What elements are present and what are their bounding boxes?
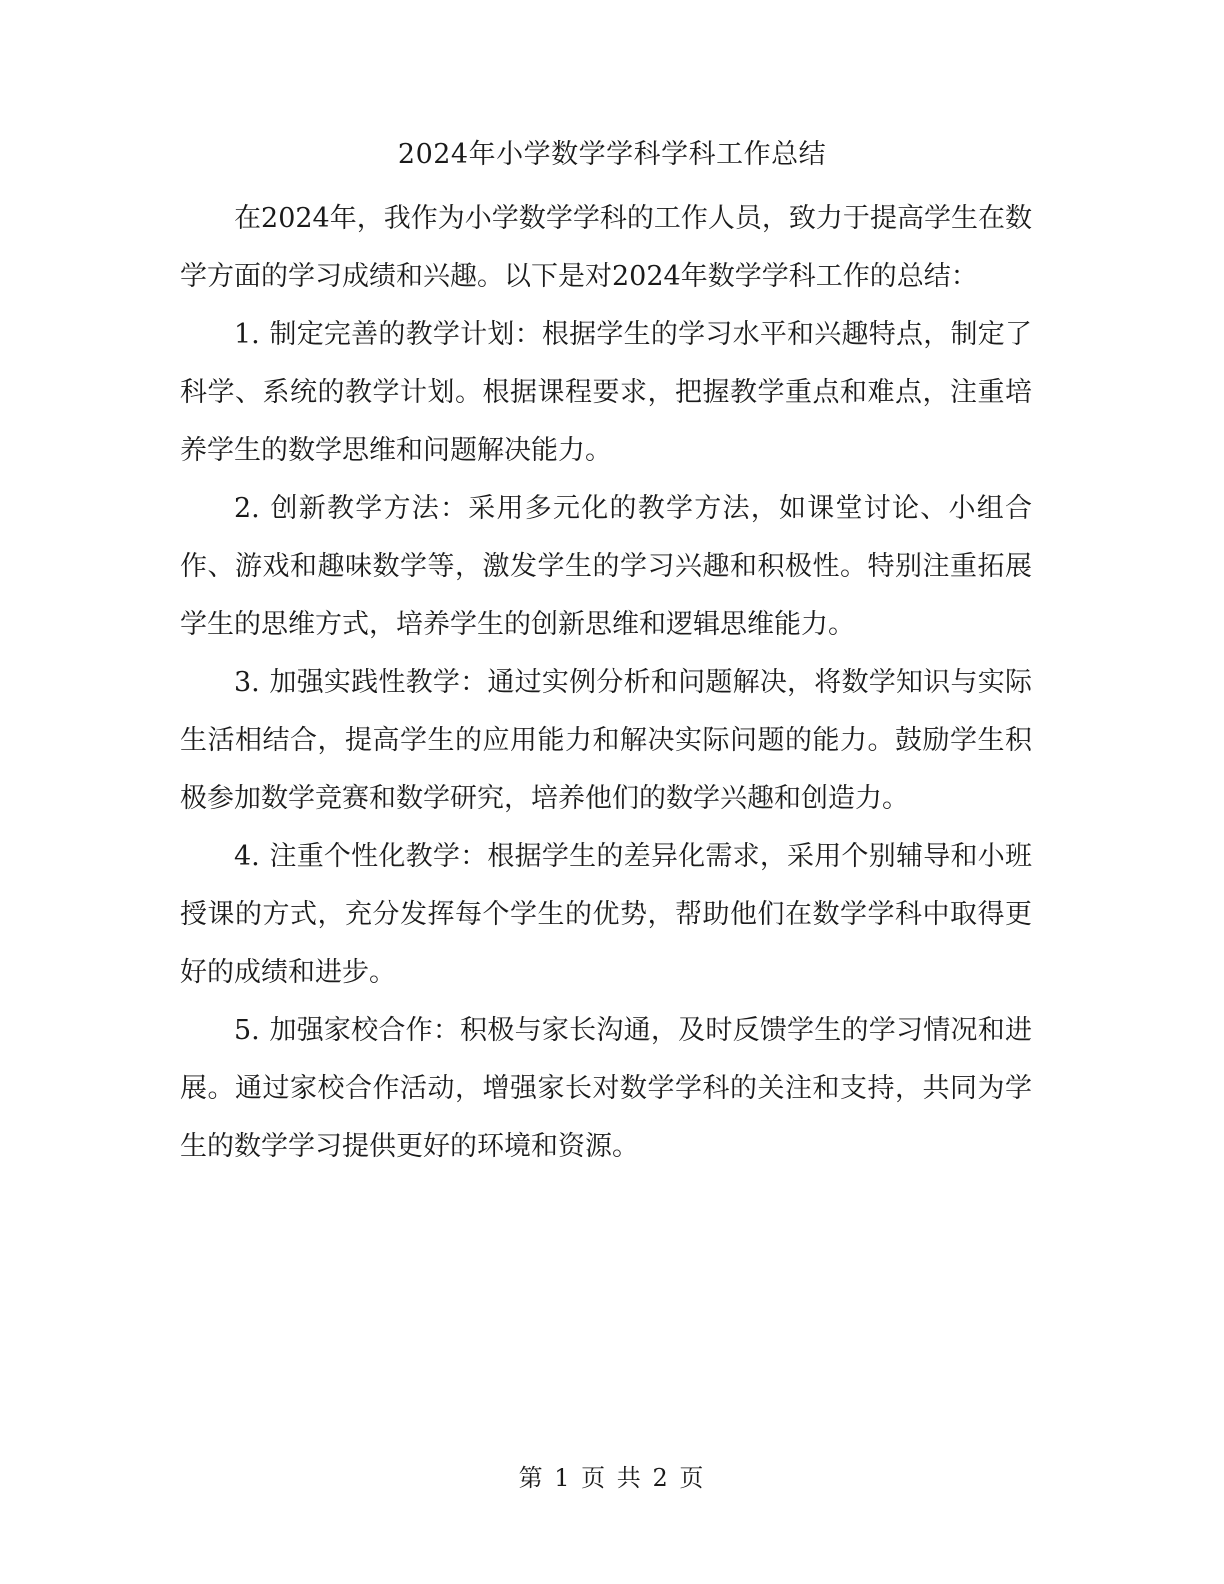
list-item: [180, 480, 1032, 654]
item-number: 4.: [234, 841, 260, 872]
item-text: 制定完善的教学计划：根据学生的学习水平和兴趣特点，制定了科学、系统的教学计划。根据课程要求，把握教学重点和难点，注重培养学生的数学思维和问题解决能力。: [180, 319, 1032, 466]
item-text: 加强实践性教学：通过实例分析和问题解决，将数学知识与实际生活相结合，提高学生的应用能力和解决实际问题的能力。鼓励学生积极参加数学竞赛和数学研究，培养他们的数学兴趣和创造力。: [180, 667, 1032, 814]
document-title: 2024年小学数学学科学科工作总结: [397, 139, 827, 170]
item-number: 2.: [234, 493, 260, 524]
intro-paragraph: 在2024年，我作为小学数学学科的工作人员，致力于提高学生在数学方面的学习成绩和兴趣。以下是对2024年数学学科工作的总结：: [180, 203, 1032, 292]
item-number: 5.: [234, 1015, 260, 1046]
list-item: [180, 306, 1032, 480]
item-number: 1.: [234, 319, 260, 350]
page-number-footer: 第 1 页 共 2 页: [518, 1464, 706, 1492]
document-body: [180, 190, 1032, 1176]
item-text: 创新教学方法：采用多元化的教学方法，如课堂讨论、小组合作、游戏和趣味数学等，激发学生的学习兴趣和积极性。特别注重拓展学生的思维方式，培养学生的创新思维和逻辑思维能力。: [180, 493, 1032, 640]
item-number: 3.: [234, 667, 260, 698]
list-item: [180, 828, 1032, 1002]
item-text: 注重个性化教学：根据学生的差异化需求，采用个别辅导和小班授课的方式，充分发挥每个学生的优势，帮助他们在数学学科中取得更好的成绩和进步。: [180, 841, 1032, 988]
list-item: [180, 1002, 1032, 1176]
list-item: [180, 654, 1032, 828]
item-text: 加强家校合作：积极与家长沟通，及时反馈学生的学习情况和进展。通过家校合作活动，增强家长对数学学科的关注和支持，共同为学生的数学学习提供更好的环境和资源。: [180, 1015, 1032, 1162]
